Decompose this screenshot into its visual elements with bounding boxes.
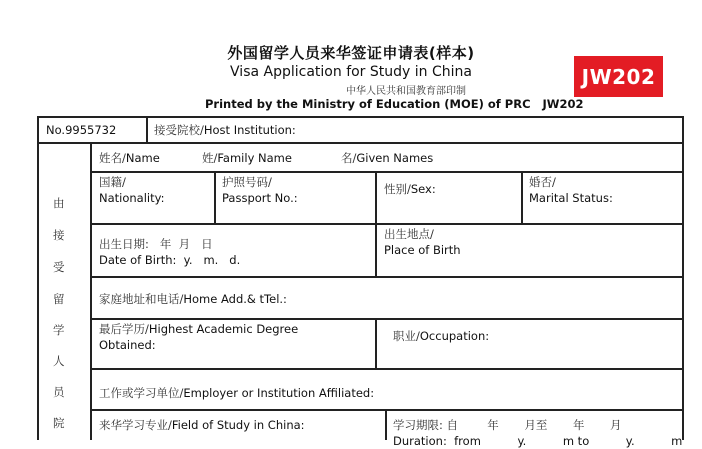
field-label-cn: 来华学习专业/ [99,418,172,432]
side-char: 受 [53,260,65,274]
family-name-field[interactable] [202,150,292,166]
host-institution-label-en: Host Institution: [203,123,296,137]
occupation-field[interactable] [393,328,489,344]
host-institution-label-cn: 接受院校/ [154,123,204,137]
given-names-field[interactable] [341,150,433,166]
marital-status-label-en: Marital Status: [529,191,613,205]
side-char: 接 [53,228,65,242]
sex-field[interactable] [384,181,436,197]
duration-label-en: Duration: from y. m to y. m [393,434,683,448]
field-label-en: Field of Study in China: [171,418,305,432]
duration-field[interactable] [393,417,682,449]
given-names-label-en: Given Names [356,151,434,165]
dob-label-en: Date of Birth: y. m. d. [99,253,241,267]
host-institution-field[interactable] [154,122,296,138]
name-label-en: Name [125,151,160,165]
dob-label-cn: 出生日期: 年 月 日 [99,237,213,251]
form-title-chinese: 外国留学人员来华签证申请表(样本) [227,44,475,62]
form-title-english: Visa Application for Study in China [230,64,472,80]
degree-label-en: Highest Academic Degree [148,322,299,336]
occupation-label-cn: 职业/ [393,329,420,343]
pob-label-cn: 出生地点/ [384,227,434,241]
pob-label-en: Place of Birth [384,243,461,257]
passport-label-en: Passport No.: [222,191,298,205]
home-label-en: Home Add.& tTel.: [183,292,287,306]
side-char: 人 [53,354,65,368]
publisher-chinese: 中华人民共和国教育部印制 [346,86,466,97]
name-field [99,150,160,166]
side-char: 院 [53,416,65,430]
nationality-label-en: Nationality: [99,191,165,205]
sex-label-cn: 性别/ [384,182,411,196]
nationality-label-cn: 国籍/ [99,175,126,189]
employer-field[interactable] [99,385,374,401]
passport-field[interactable] [222,174,298,206]
marital-status-label-cn: 婚否/ [529,175,556,189]
family-name-label-cn: 姓/ [202,151,218,165]
degree-label-en2: Obtained: [99,338,156,352]
duration-label-cn: 学习期限: 自 年 月至 年 月 [393,418,622,432]
employer-label-cn: 工作或学习单位/ [99,386,184,400]
field-of-study-field[interactable] [99,417,305,433]
employer-label-en: Employer or Institution Affiliated: [183,386,375,400]
home-address-field[interactable] [99,291,287,307]
sex-label-en: Sex: [410,182,436,196]
occupation-label-en: Occupation: [419,329,490,343]
highest-degree-field[interactable] [99,321,298,353]
given-names-label-cn: 名/ [341,151,357,165]
passport-label-cn: 护照号码/ [222,175,272,189]
side-char: 留 [53,292,65,306]
marital-status-field[interactable] [529,174,613,206]
degree-label-cn: 最后学历/ [99,322,149,336]
side-char: 员 [53,385,65,399]
form-code-badge: JW202 [574,56,663,97]
publisher-english: Printed by the Ministry of Education (MOE) of PRC JW202 [205,97,584,111]
place-of-birth-field[interactable] [384,226,461,258]
serial-number: No.9955732 [46,123,117,137]
nationality-field[interactable] [99,174,164,206]
family-name-label-en: Family Name [217,151,292,165]
home-label-cn: 家庭地址和电话/ [99,292,184,306]
side-char: 学 [53,323,65,337]
date-of-birth-field[interactable] [99,236,240,268]
name-label-cn: 姓名/ [99,151,126,165]
side-char: 由 [53,196,65,210]
